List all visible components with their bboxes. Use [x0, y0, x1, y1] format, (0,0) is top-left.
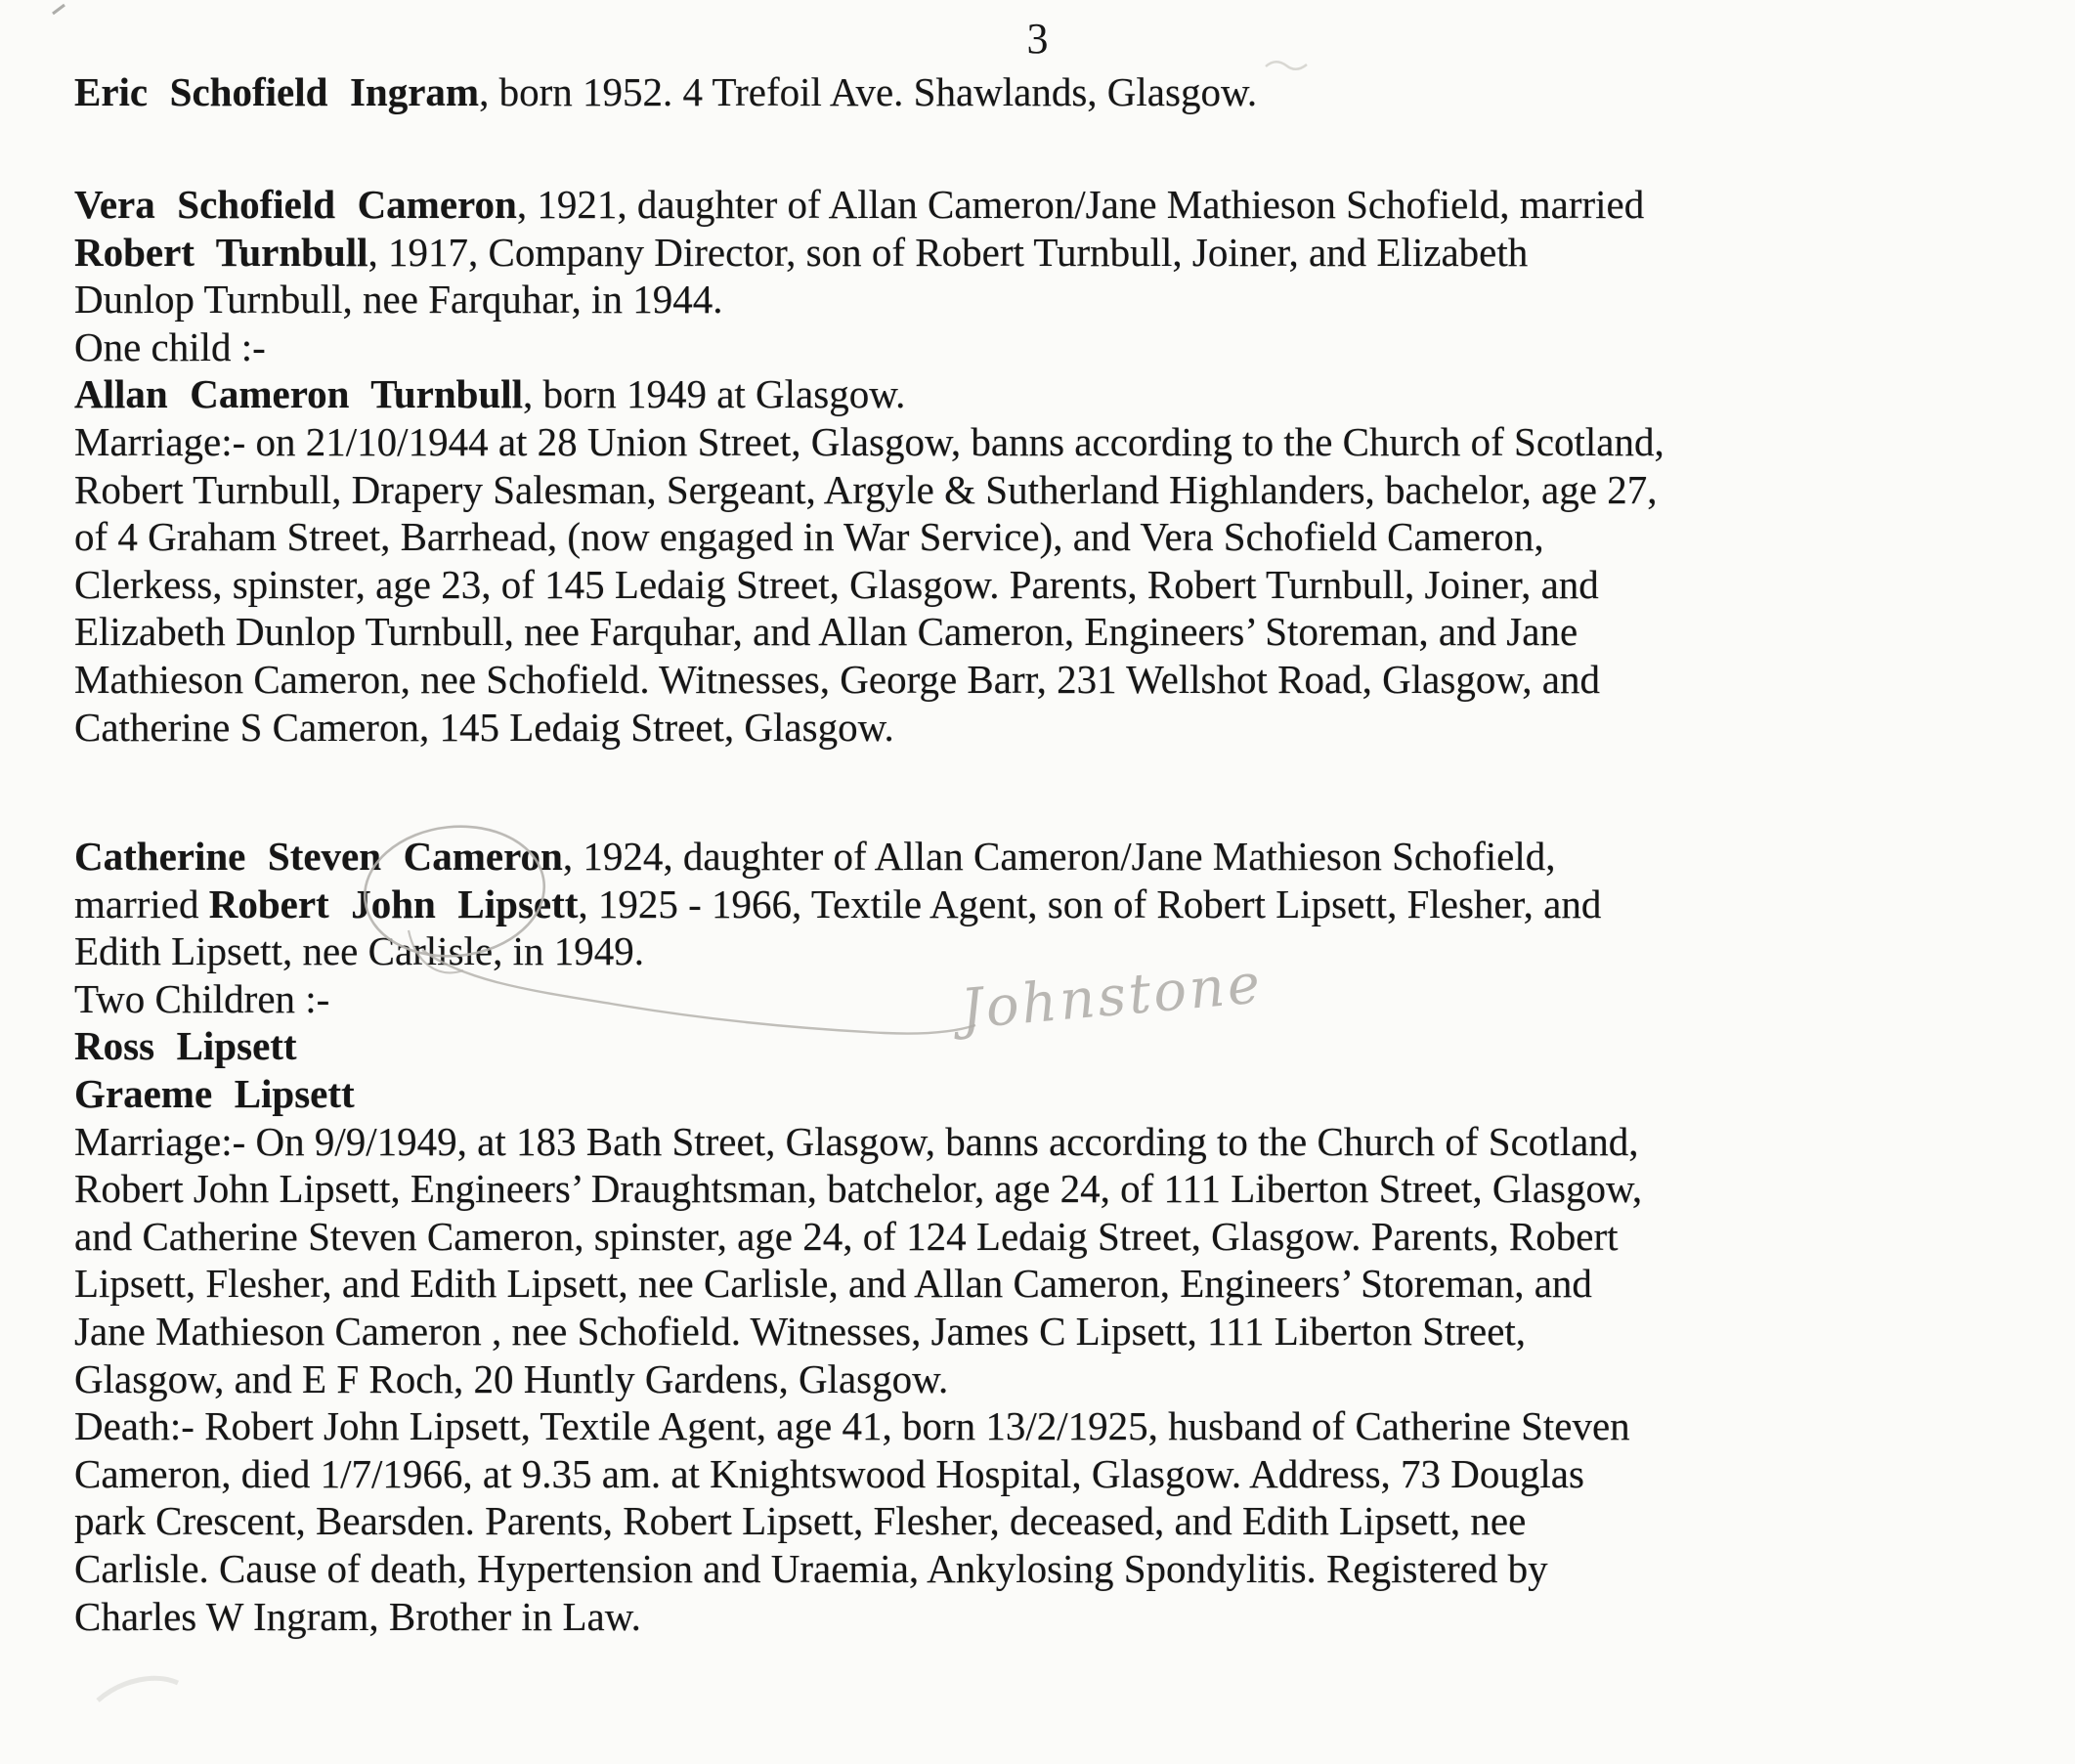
- text-segment: Dunlop Turnbull, nee Farquhar, in 1944.: [74, 277, 723, 323]
- text-segment: married: [74, 881, 209, 926]
- text-segment: Robert Turnbull, Drapery Salesman, Sergeant, Argyle & Sutherland Highlanders, bachelor, age 27,: [74, 466, 1658, 512]
- text-line: [74, 181, 2036, 229]
- handwritten-johnstone: Johnstone: [958, 952, 1266, 1042]
- text-segment: , born 1952. 4 Trefoil Ave. Shawlands, Glasgow.: [479, 69, 1258, 114]
- text-segment: Mathieson Cameron, nee Schofield. Witnesses, George Barr, 231 Wellshot Road, Glasgow, and: [74, 656, 1600, 702]
- person-name: Robert Turnbull: [74, 229, 368, 275]
- text-segment: Charles W Ingram, Brother in Law.: [74, 1593, 641, 1639]
- text-line: [74, 1545, 2036, 1593]
- text-line: [74, 466, 2036, 514]
- text-line: [74, 1450, 2036, 1498]
- text-line: [74, 1593, 2036, 1641]
- text-segment: Catherine S Cameron, 145 Ledaig Street, Glasgow.: [74, 704, 894, 750]
- text-line: [74, 323, 2036, 371]
- text-segment: Death:- Robert John Lipsett, Textile Agent, age 41, born 13/2/1925, husband of Catherine Steven: [74, 1403, 1630, 1449]
- text-segment: of 4 Graham Street, Barrhead, (now engaged in War Service), and Vera Schofield Cameron,: [74, 514, 1544, 560]
- page-number: 3: [1026, 15, 1049, 63]
- text-segment: park Crescent, Bearsden. Parents, Robert Lipsett, Flesher, deceased, and Edith Lipsett, nee: [74, 1498, 1527, 1544]
- text-line: [74, 1070, 2036, 1118]
- entry-catherine-steven-cameron: [74, 833, 2036, 1640]
- scan-mark-top-left: [53, 5, 65, 14]
- text-segment: , born 1949 at Glasgow.: [523, 371, 906, 417]
- person-name: Vera Schofield Cameron: [74, 182, 517, 227]
- text-segment: One child :-: [74, 323, 266, 369]
- text-line: [74, 1118, 2036, 1166]
- text-line: [74, 608, 2036, 656]
- text-segment: , 1917, Company Director, son of Robert Turnbull, Joiner, and Elizabeth: [367, 229, 1529, 275]
- text-segment: , 1921, daughter of Allan Cameron/Jane Mathieson Schofield, married: [516, 182, 1645, 227]
- text-line: [74, 833, 2036, 881]
- text-segment: Cameron, died 1/7/1966, at 9.35 am. at Knightswood Hospital, Glasgow. Address, 73 Douglas: [74, 1450, 1584, 1496]
- text-line: [74, 704, 2036, 752]
- text-segment: Glasgow, and E F Roch, 20 Huntly Gardens, Glasgow.: [74, 1355, 949, 1401]
- text-line: [74, 1260, 2036, 1308]
- text-line: [74, 656, 2036, 704]
- text-segment: Elizabeth Dunlop Turnbull, nee Farquhar, and Allan Cameron, Engineers’ Storeman, and Jane: [74, 609, 1578, 655]
- entry-eric-schofield-ingram: [74, 68, 2036, 116]
- person-name: Allan Cameron Turnbull: [74, 371, 524, 417]
- person-name: Ross Lipsett: [74, 1023, 297, 1069]
- text-line: [74, 68, 2036, 116]
- text-line: [74, 370, 2036, 418]
- text-line: [74, 1402, 2036, 1450]
- text-segment: Lipsett, Flesher, and Edith Lipsett, nee Carlisle, and Allan Cameron, Engineers’ Storeman, and: [74, 1261, 1592, 1307]
- text-line: [74, 1165, 2036, 1213]
- text-line: [74, 418, 2036, 466]
- text-line: [74, 1355, 2036, 1403]
- person-name: Robert John Lipsett: [208, 881, 579, 926]
- text-segment: Clerkess, spinster, age 23, of 145 Ledaig Street, Glasgow. Parents, Robert Turnbull, Joiner, and: [74, 561, 1599, 607]
- text-segment: Marriage:- On 9/9/1949, at 183 Bath Street, Glasgow, banns according to the Church of Scotland,: [74, 1118, 1639, 1164]
- text-line: [74, 1022, 2036, 1070]
- text-segment: Marriage:- on 21/10/1944 at 28 Union Street, Glasgow, banns according to the Church of Scotland,: [74, 418, 1664, 464]
- entry-vera-schofield-cameron: [74, 181, 2036, 751]
- person-name: Eric Schofield Ingram: [74, 69, 480, 114]
- text-segment: Edith Lipsett, nee Carlisle, in 1949.: [74, 928, 645, 974]
- text-line: [74, 975, 2036, 1023]
- text-segment: Two Children :-: [74, 975, 330, 1021]
- text-segment: Robert John Lipsett, Engineers’ Draughtsman, batchelor, age 24, of 111 Liberton Street, Glasgow,: [74, 1166, 1643, 1212]
- text-segment: , 1924, daughter of Allan Cameron/Jane Mathieson Schofield,: [562, 834, 1556, 879]
- text-line: [74, 561, 2036, 609]
- text-segment: Carlisle. Cause of death, Hypertension and Uraemia, Ankylosing Spondylitis. Registered by: [74, 1545, 1548, 1591]
- text-line: [74, 881, 2036, 928]
- scan-smudge-bottom-left: [98, 1678, 178, 1700]
- text-line: [74, 1308, 2036, 1355]
- text-line: [74, 1213, 2036, 1261]
- text-segment: Jane Mathieson Cameron , nee Schofield. Witnesses, James C Lipsett, 111 Liberton Street,: [74, 1308, 1527, 1354]
- text-line: [74, 1497, 2036, 1545]
- text-segment: , 1925 - 1966, Textile Agent, son of Robert Lipsett, Flesher, and: [578, 881, 1602, 926]
- text-line: [74, 276, 2036, 323]
- text-line: [74, 513, 2036, 561]
- person-name: Catherine Steven Cameron: [74, 834, 563, 879]
- person-name: Graeme Lipsett: [74, 1070, 355, 1116]
- text-line: [74, 927, 2036, 975]
- text-segment: and Catherine Steven Cameron, spinster, age 24, of 124 Ledaig Street, Glasgow. Parents, Robert: [74, 1213, 1619, 1259]
- text-line: [74, 229, 2036, 277]
